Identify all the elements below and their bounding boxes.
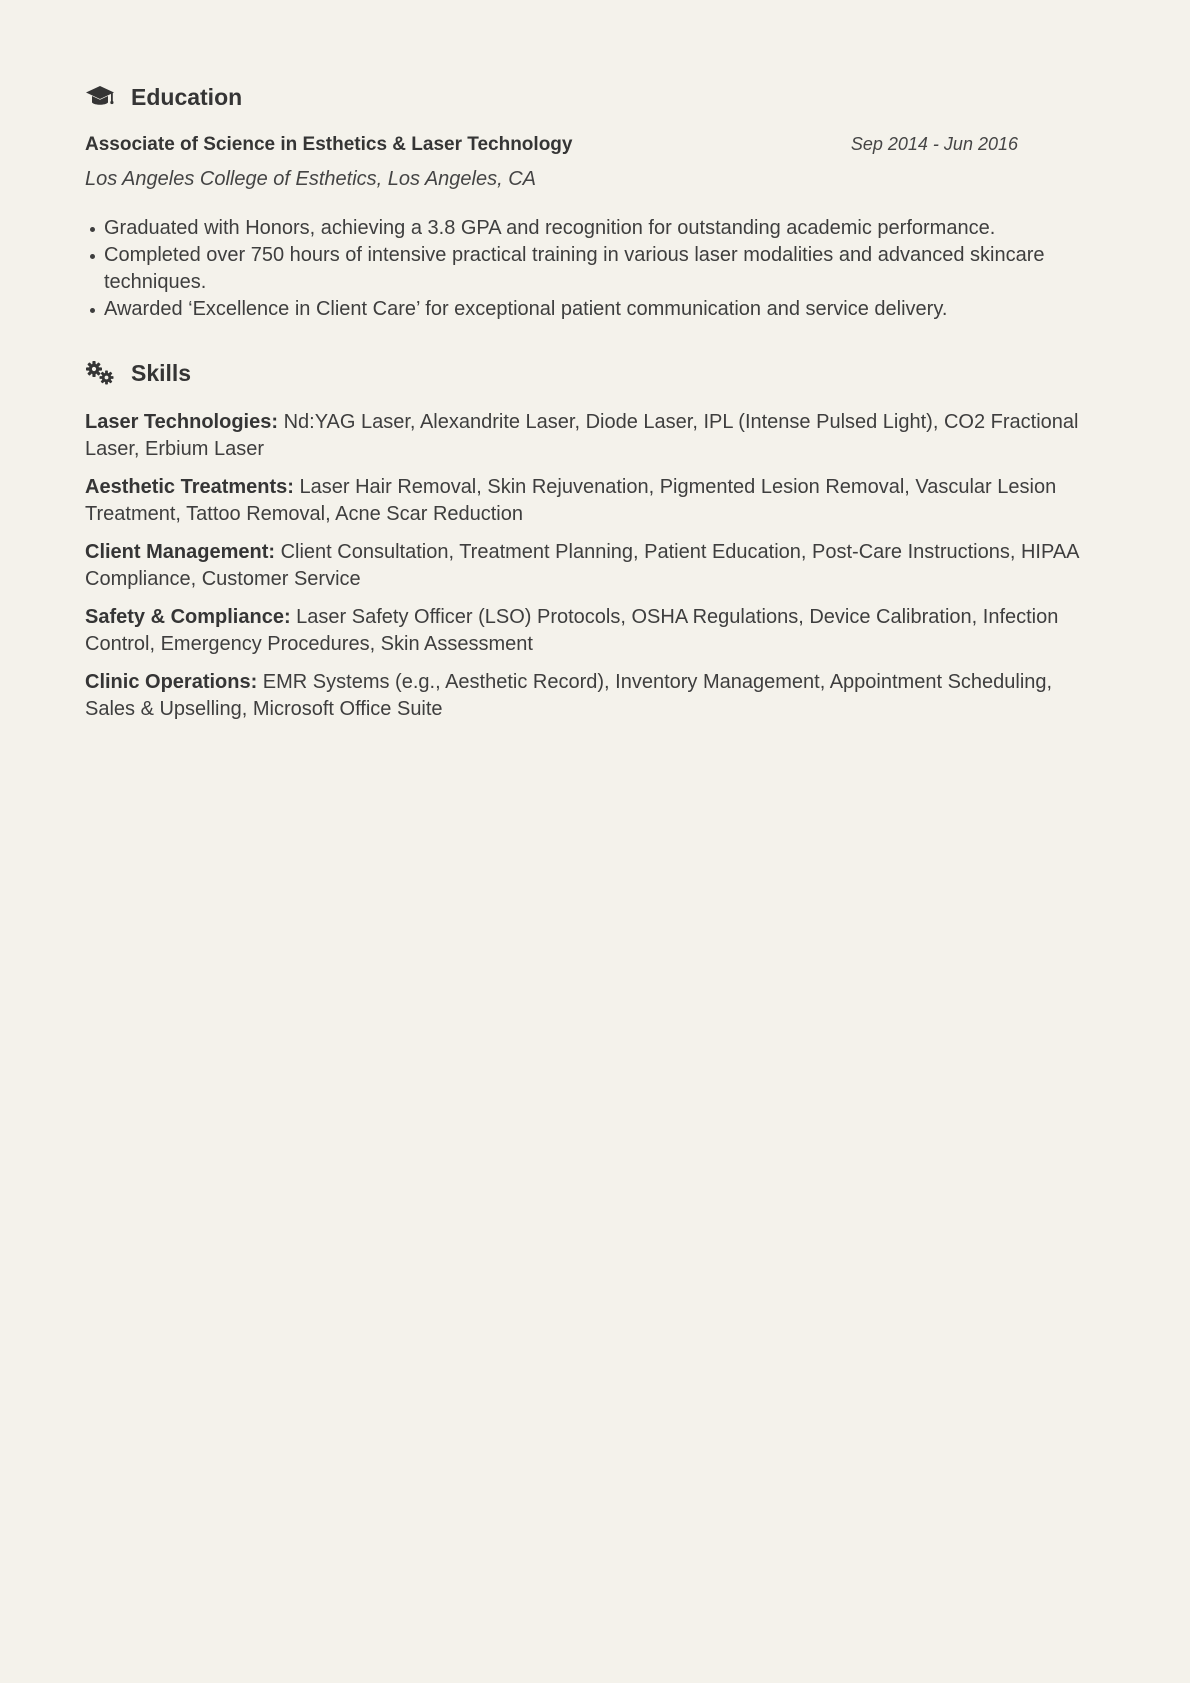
skill-category: Clinic Operations: [85,671,258,693]
skill-text: Laser Hair Removal, Skin Rejuvenation, Pigmented Lesion Removal, Vascular Lesion Treatment, Tattoo Removal, Acne Scar Reduction [85,476,1057,525]
skill-category: Client Management: [85,541,276,563]
degree-dates: Sep 2014 - Jun 2016 [850,134,1018,154]
skill-text: Client Consultation, Treatment Planning, Patient Education, Post-Care Instructions, HIPAA Compliance, Customer Service [85,541,1079,590]
skills-list [85,409,1105,734]
skill-text: Laser Safety Officer (LSO) Protocols, OSHA Regulations, Device Calibration, Infection Control, Emergency Procedures, Skin Assessment [85,606,1059,655]
skill-entry [85,604,1105,658]
education-section-header [85,82,242,112]
education-bullet: Completed over 750 hours of intensive practical training in various laser modalities and advanced skincare techniques. [104,242,1124,296]
skill-text: EMR Systems (e.g., Aesthetic Record), Inventory Management, Appointment Scheduling, Sales & Upselling, Microsoft Office Suite [85,671,1053,720]
skill-category: Laser Technologies: [85,411,279,433]
skill-entry [85,539,1105,593]
skill-category: Aesthetic Treatments: [85,476,294,498]
education-bullet: Awarded ‘Excellence in Client Care’ for exceptional patient communication and service delivery. [104,296,1124,323]
skill-entry [85,474,1105,528]
skills-section-header [85,358,191,388]
school-name: Los Angeles College of Esthetics, Los Angeles, CA [85,168,536,190]
skill-entry [85,669,1105,723]
education-bullet-list [85,215,1124,323]
section-title-skills: Skills [131,359,192,386]
education-bullet: Graduated with Honors, achieving a 3.8 GPA and recognition for outstanding academic performance. [104,215,1124,242]
skill-text: Nd:YAG Laser, Alexandrite Laser, Diode Laser, IPL (Intense Pulsed Light), CO2 Fractional Laser, Erbium Laser [85,411,1079,460]
degree-row [85,134,1018,156]
gears-icon [85,358,115,388]
section-title-education: Education [131,83,243,110]
skill-entry [85,409,1105,463]
graduation-cap-icon [85,82,115,112]
degree-title: Associate of Science in Esthetics & Laser Technology [85,134,573,155]
skill-category: Safety & Compliance: [85,606,291,628]
